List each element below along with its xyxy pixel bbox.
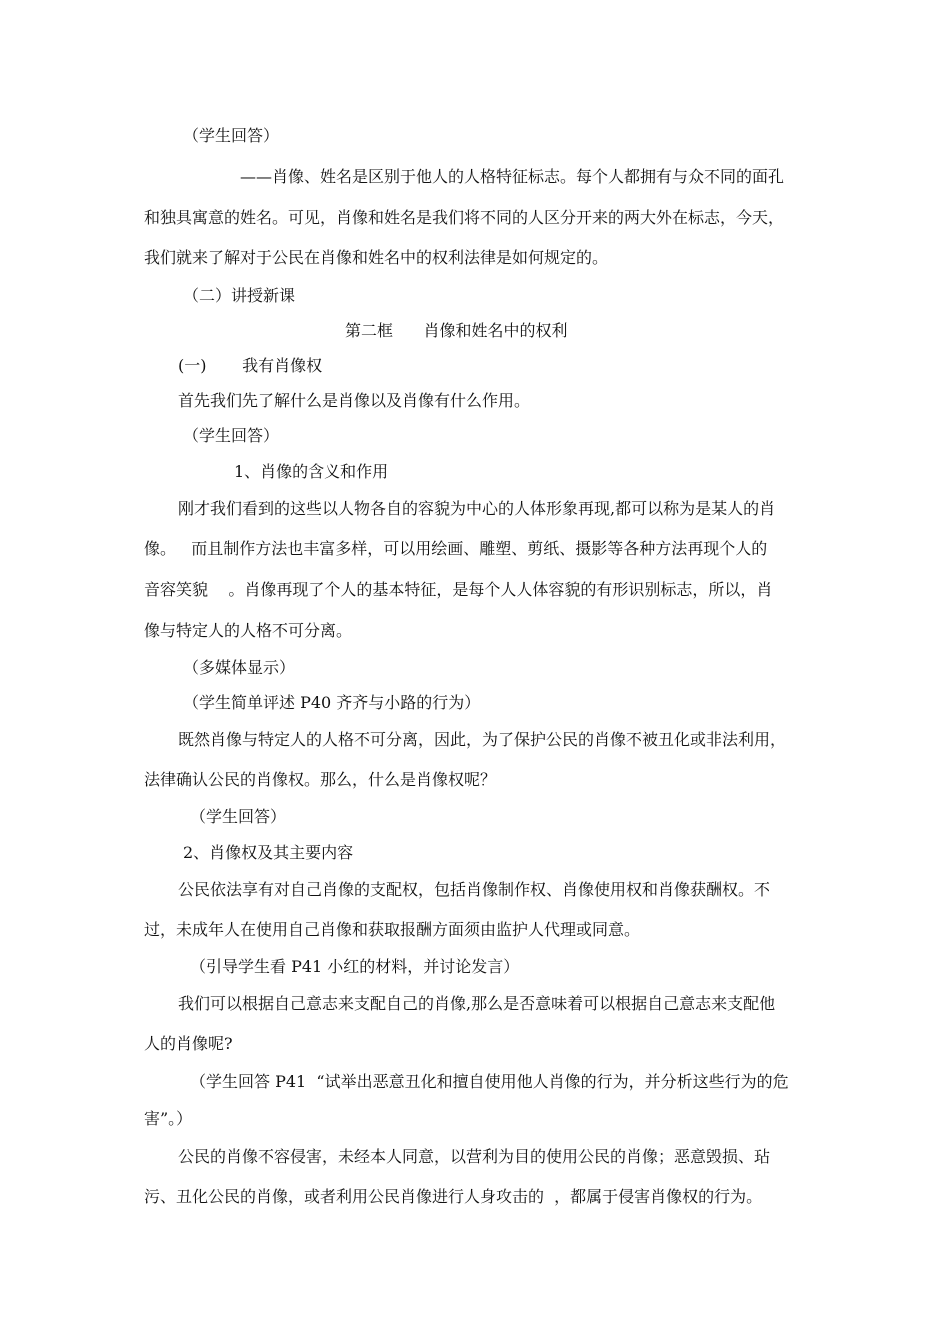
text-line: 既然肖像与特定人的人格不可分离，因此，为了保护公民的肖像不被丑化或非法利用， xyxy=(178,730,787,749)
text-line: 污、丑化公民的肖像，或者利用公民肖像进行人身攻击的 ，都属于侵害肖像权的行为。 xyxy=(144,1187,763,1206)
text-line: 刚才我们看到的这些以人物各自的容貌为中心的人体形象再现,都可以称为是某人的肖 xyxy=(178,499,776,518)
text-line: （学生简单评述 P40 齐齐与小路的行为） xyxy=(183,693,481,712)
text-line: 我们就来了解对于公民在肖像和姓名中的权利法律是如何规定的。 xyxy=(144,248,609,267)
text-line: （引导学生看 P41 小红的材料，并讨论发言） xyxy=(190,957,520,976)
point-heading: 2、肖像权及其主要内容 xyxy=(183,843,354,862)
text-line: 音容笑貌 。肖像再现了个人的基本特征，是每个人人体容貌的有形识别标志，所以，肖 xyxy=(144,580,773,599)
text-line: （多媒体显示） xyxy=(183,658,296,677)
text-line: 害”。） xyxy=(144,1109,193,1128)
text-line: 人的肖像呢? xyxy=(144,1034,233,1053)
text-line: （学生回答 P41 “试举出恶意丑化和擅自使用他人肖像的行为，并分析这些行为的危 xyxy=(190,1072,789,1091)
text-line: 和独具寓意的姓名。可见，肖像和姓名是我们将不同的人区分开来的两大外在标志，今天， xyxy=(144,208,785,227)
text-line: （学生回答） xyxy=(190,807,287,826)
point-heading: 1、肖像的含义和作用 xyxy=(234,462,389,481)
text-line: 像。 而且制作方法也丰富多样，可以用绘画、雕塑、剪纸、摄影等各种方法再现个人的 xyxy=(144,539,768,558)
text-line: 像与特定人的人格不可分离。 xyxy=(144,621,353,640)
text-line: 公民依法享有对自己肖像的支配权，包括肖像制作权、肖像使用权和肖像获酬权。不 xyxy=(178,880,771,899)
text-line: 法律确认公民的肖像权。那么，什么是肖像权呢？ xyxy=(144,770,497,789)
text-line: （学生回答） xyxy=(183,426,280,445)
text-line: ——肖像、姓名是区别于他人的人格特征标志。每个人都拥有与众不同的面孔 xyxy=(240,167,785,186)
subsection-heading: (一) 我有肖像权 xyxy=(178,356,323,375)
text-line: 我们可以根据自己意志来支配自己的肖像,那么是否意味着可以根据自己意志来支配他 xyxy=(178,994,776,1013)
section-heading: （二）讲授新课 xyxy=(183,286,296,305)
text-line: （学生回答） xyxy=(183,126,280,145)
text-line: 过，未成年人在使用自己肖像和获取报酬方面须由监护人代理或同意。 xyxy=(144,920,641,939)
lesson-title: 第二框 肖像和姓名中的权利 xyxy=(345,321,568,340)
text-line: 首先我们先了解什么是肖像以及肖像有什么作用。 xyxy=(178,391,531,410)
text-line: 公民的肖像不容侵害，未经本人同意，以营利为目的使用公民的肖像；恶意毁损、玷 xyxy=(178,1147,771,1166)
